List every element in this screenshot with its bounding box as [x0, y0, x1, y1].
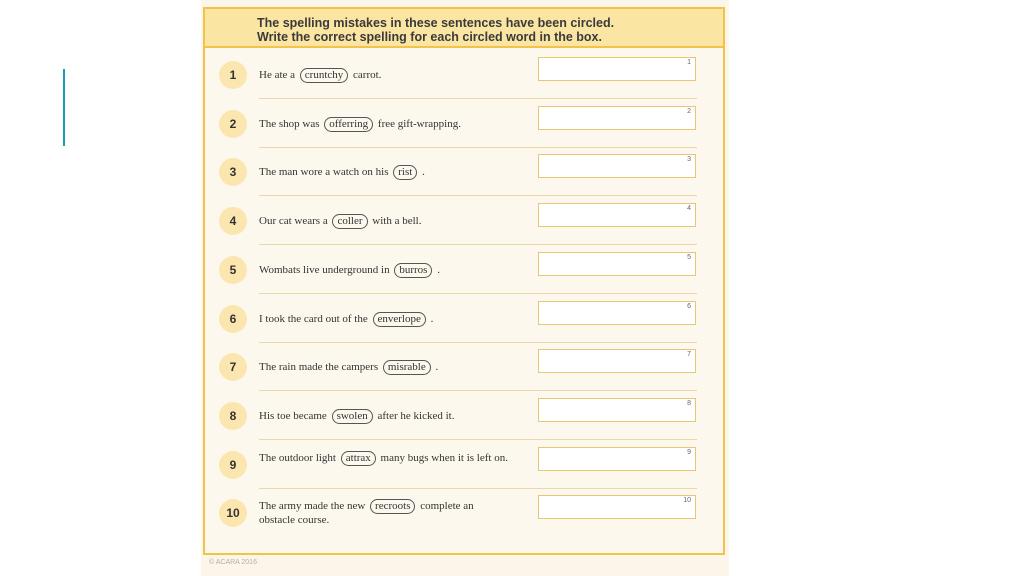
question-sentence	[259, 68, 509, 83]
question-number: 10	[219, 499, 247, 527]
circled-misspelled-word: enverlope	[373, 312, 426, 327]
question-row	[205, 246, 723, 294]
sentence-start: The outdoor light	[259, 451, 336, 464]
answer-box-number: 1	[687, 59, 691, 66]
question-sentence	[259, 360, 509, 375]
circled-misspelled-word: offerring	[324, 117, 373, 132]
question-number: 6	[219, 305, 247, 333]
question-sentence	[259, 165, 509, 180]
question-number: 2	[219, 110, 247, 138]
answer-box-number: 9	[687, 448, 691, 456]
sentence-start: The army made the new	[259, 500, 366, 513]
question-row	[205, 489, 723, 537]
spelling-worksheet	[203, 7, 725, 566]
sentence-start: He ate a	[259, 69, 296, 81]
question-row	[205, 392, 723, 440]
sentence-end: complete an obstacle course.	[259, 500, 474, 527]
answer-box[interactable]	[538, 495, 696, 519]
answer-box[interactable]	[538, 398, 696, 422]
answer-box[interactable]	[538, 301, 696, 325]
answer-box-number: 4	[687, 205, 691, 213]
answer-box-number: 5	[687, 253, 691, 261]
circled-misspelled-word: coller	[332, 214, 367, 229]
sentence-end: .	[430, 312, 434, 325]
sentence-start: Our cat wears a	[259, 215, 328, 228]
sentence-end: free gift-wrapping.	[377, 117, 461, 130]
circled-misspelled-word: burros	[394, 263, 432, 278]
circled-misspelled-word: cruntchy	[300, 68, 348, 83]
sentence-end: after he kicked it.	[377, 409, 455, 422]
question-sentence	[259, 451, 509, 466]
question-sentence	[259, 263, 509, 278]
question-row	[205, 441, 723, 489]
copyright-text: © ACARA 2016	[209, 559, 257, 566]
answer-box-number: 2	[687, 107, 691, 115]
question-sentence	[259, 117, 509, 132]
circled-misspelled-word: misrable	[383, 360, 431, 375]
question-row	[205, 100, 723, 148]
sentence-start: I took the card out of the	[259, 312, 368, 325]
circled-misspelled-word: recroots	[370, 499, 415, 514]
instructions-line-2: Write the correct spelling for each circled word in the box.	[257, 30, 602, 44]
answer-box-number: 8	[687, 399, 691, 407]
answer-box-number: 3	[687, 156, 691, 164]
question-sentence	[259, 214, 509, 229]
circled-misspelled-word: rist	[393, 165, 417, 180]
answer-box[interactable]	[538, 203, 696, 227]
sentence-end: with a bell.	[372, 215, 422, 228]
sentence-start: The rain made the campers	[259, 361, 379, 374]
answer-box[interactable]	[538, 154, 696, 178]
sentence-end: .	[422, 166, 425, 179]
sentence-end: .	[435, 361, 439, 374]
question-sentence	[259, 499, 509, 527]
question-sentence	[259, 409, 509, 424]
instructions-header	[205, 9, 723, 48]
sentence-end: carrot.	[353, 69, 382, 81]
instructions-line-1: The spelling mistakes in these sentences have been circled.	[257, 16, 615, 30]
question-number: 4	[219, 207, 247, 235]
question-number: 3	[219, 158, 247, 186]
circled-misspelled-word: swolen	[332, 409, 373, 424]
answer-box-number: 7	[687, 351, 691, 359]
sentence-end: many bugs when it is left on.	[380, 451, 508, 464]
answer-box[interactable]	[538, 106, 696, 130]
sentence-start: Wombats live underground in	[259, 263, 390, 276]
question-number: 7	[219, 353, 247, 381]
circled-misspelled-word: attrax	[341, 451, 376, 466]
answer-box[interactable]	[538, 447, 696, 471]
question-row	[205, 343, 723, 391]
answer-box[interactable]	[538, 57, 696, 81]
sentence-start: The man wore a watch on his	[259, 166, 389, 179]
accent-line	[63, 69, 65, 146]
answer-box-number: 10	[683, 497, 691, 505]
question-number: 9	[219, 451, 247, 479]
question-row	[205, 51, 723, 99]
question-number: 5	[219, 256, 247, 284]
question-row	[205, 148, 723, 196]
sentence-end: .	[437, 263, 440, 276]
question-number: 8	[219, 402, 247, 430]
answer-box[interactable]	[538, 252, 696, 276]
sentence-start: His toe became	[259, 409, 327, 422]
answer-box[interactable]	[538, 349, 696, 373]
answer-box-number: 6	[687, 302, 691, 310]
question-row	[205, 197, 723, 245]
question-number: 1	[219, 61, 247, 89]
sentence-start: The shop was	[259, 117, 320, 130]
question-row	[205, 295, 723, 343]
question-sentence	[259, 312, 509, 327]
